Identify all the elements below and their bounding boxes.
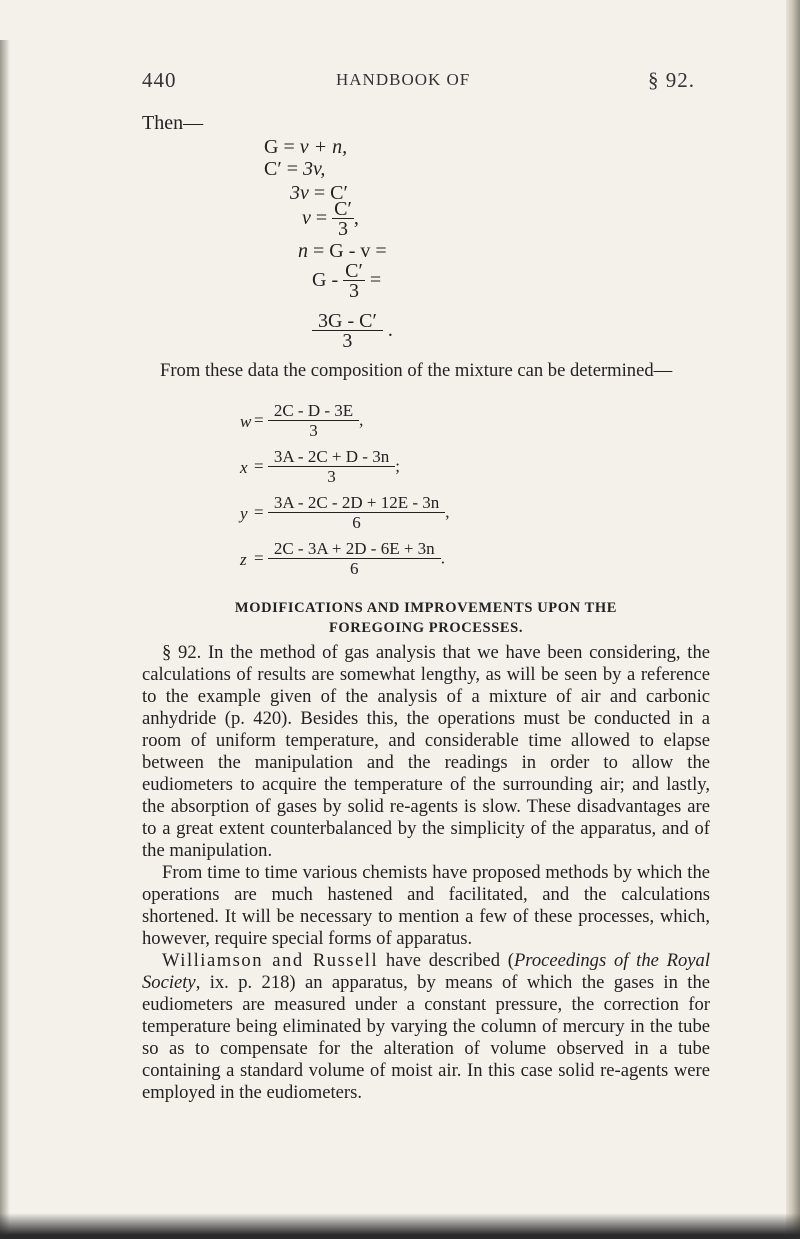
equation-3v: 3v = C′ [290, 182, 348, 204]
lead-sentence: From these data the composition of the mixture can be determined— [160, 360, 673, 381]
journal-title: Proceedings of the Royal Society [142, 950, 710, 993]
page-bottom-shadow [0, 1213, 800, 1239]
body-text [142, 642, 710, 1104]
section-heading [142, 598, 710, 638]
running-title: HANDBOOK OF [336, 70, 471, 89]
equation-g-minus: G - $\frac{C'}{3}$ = [312, 260, 382, 302]
formula-x: x = $\frac{3A - 2C + D - 3n}{3}$ ; [240, 447, 400, 486]
equation-n: n = G - v = [298, 240, 387, 262]
equation-v: v = $\frac{C'}{3}$ , [302, 198, 359, 240]
formula-y: y = $\frac{3A - 2C - 2D + 12E - 3n}{6}$ , [240, 493, 450, 532]
paragraph-williamson: Williamson and Russell have described (Proceedings of the Royal Society, ix. p. 218) an apparatus, by means of which the gases in the eudiometers are measured under a constant pressure, the correction for temperature being eliminated by varying the column of mercury in the tube so as to compensate for the alteration of volume observed in a tube containing a standard volume of moist air. In this case solid re-agents were employed in the eudiometers. [142, 950, 710, 1103]
section-number: § 92. [648, 68, 695, 92]
author-names: Williamson and Russell [162, 950, 379, 971]
paragraph-methods: From time to time various chemists have proposed methods by which the operations are much hastened and facilitated, and the calculations shortened. It will be necessary to mention a few of these processes, which, however, require special forms of apparatus. [142, 862, 710, 949]
section-heading-line1: MODIFICATIONS AND IMPROVEMENTS UPON THE [234, 600, 618, 616]
section-heading-line2: FOREGOING PROCESSES. [328, 620, 524, 636]
paragraph-92: § 92. In the method of gas analysis that we have been considering, the calculations of results are somewhat lengthy, as will be seen by a reference to the example given of the analysis of a mixture of air and carbonic anhydride (p. 420). Besides this, the operations must be conducted in a room of uniform temperature, and considerable time allowed to elapse between the manipulation and the readings in order to allow the eudiometers to acquire the temperature of the surrounding air; and lastly, the absorption of gases by solid re-agents is slow. These disadvantages are to a great extent counterbalanced by the simplicity of the apparatus, and of the manipulation. [142, 642, 710, 861]
formula-z: z = $\frac{2C - 3A + 2D - 6E + 3n}{6}$ . [240, 539, 445, 578]
page-edge-right [786, 0, 800, 1239]
equation-c-prime: C′ = 3v, [264, 158, 326, 180]
equation-g: G = v + n, [264, 136, 348, 158]
equation-result: $\frac{3G - C'}{3}$ . [312, 312, 393, 351]
intro-text: Then— [142, 112, 204, 134]
page-number: 440 [142, 68, 177, 92]
page-edge-left [0, 40, 10, 1239]
formula-w: w = $\frac{2C - D - 3E}{3}$ , [240, 401, 364, 440]
